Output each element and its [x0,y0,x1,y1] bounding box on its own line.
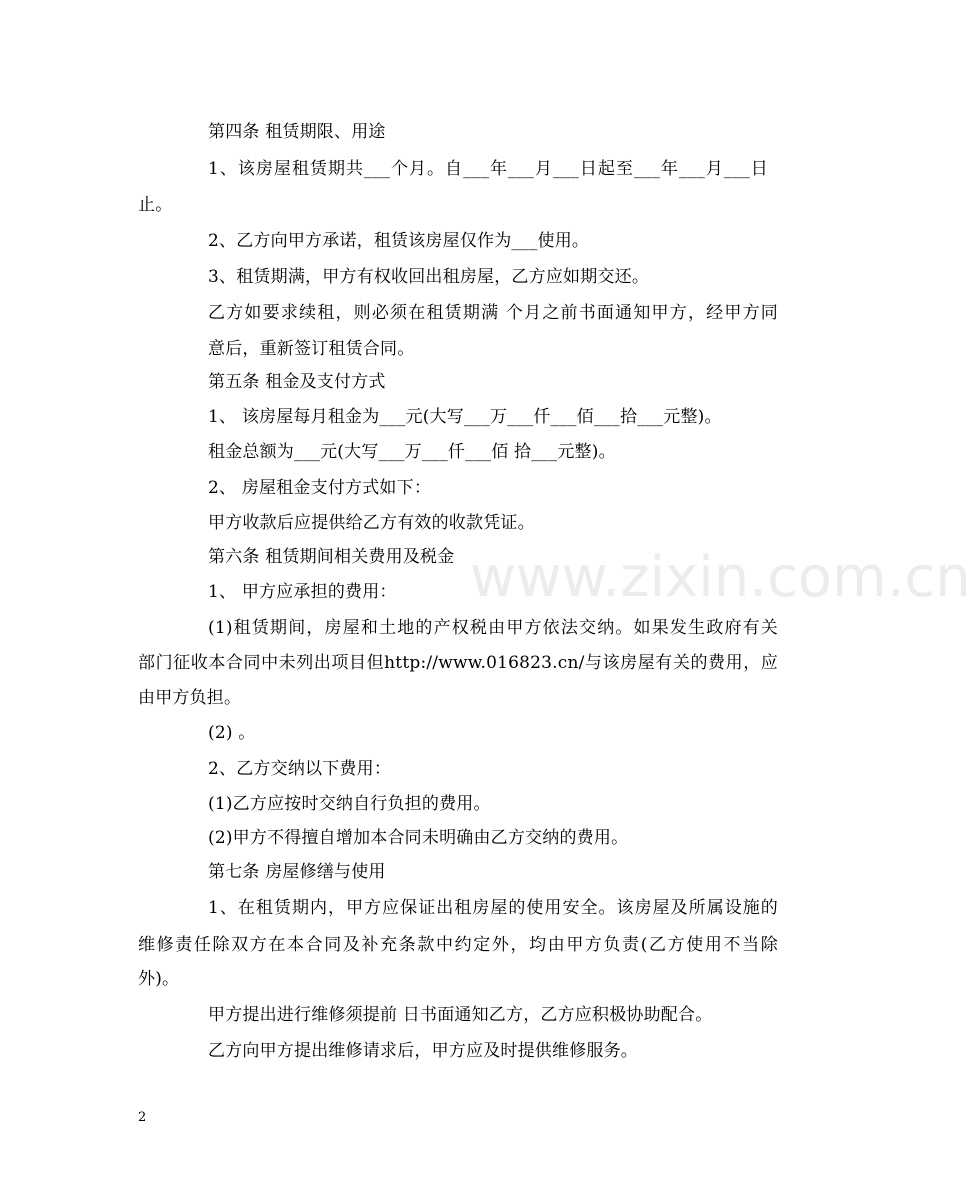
article-4-clause-2: 2、乙方向甲方承诺，租赁该房屋仅作为___使用。 [208,231,590,251]
article-7-clause-1-cont: 维修责任除双方在本合同及补充条款中约定外，均由甲方负责(乙方使用不当除 [138,935,778,955]
article-5-heading: 第五条 租金及支付方式 [208,372,386,392]
article-4-clause-1: 1、该房屋租赁期共___个月。自___年___月___日起至___年___月___日 [208,159,768,179]
article-7-heading: 第七条 房屋修缮与使用 [208,862,386,882]
article-6-clause-2-item-1: (1)乙方应按时交纳自行负担的费用。 [208,794,491,814]
article-4-heading: 第四条 租赁期限、用途 [208,122,386,142]
article-4-clause-3: 3、租赁期满，甲方有权收回出租房屋，乙方应如期交还。 [208,267,650,287]
watermark: www.zixin.com.cn [470,545,971,610]
article-5-total-rent: 租金总额为___元(大写___万___仟___佰 拾___元整)。 [208,442,616,462]
article-7-clause-1-end: 外)。 [138,969,180,989]
article-6-item-1-end: 由甲方负担。 [138,688,242,708]
article-6-heading: 第六条 租赁期间相关费用及税金 [208,547,455,567]
article-7-clause-1: 1、在租赁期内，甲方应保证出租房屋的使用安全。该房屋及所属设施的 [208,898,778,918]
article-6-clause-1: 1、 甲方应承担的费用： [208,582,397,602]
article-6-clause-2: 2、乙方交纳以下费用： [208,759,392,779]
article-4-renewal: 乙方如要求续租，则必须在租赁期满 个月之前书面通知甲方，经甲方同 [208,303,778,323]
page-number: 2 [138,1110,147,1125]
article-7-notice: 甲方提出进行维修须提前 日书面通知乙方，乙方应积极协助配合。 [208,1005,713,1025]
article-5-receipt: 甲方收款后应提供给乙方有效的收款凭证。 [208,513,535,533]
article-6-item-2: (2) 。 [208,723,256,743]
article-7-repair-request: 乙方向甲方提出维修请求后，甲方应及时提供维修服务。 [208,1041,638,1061]
article-6-item-1: (1)租赁期间，房屋和土地的产权税由甲方依法交纳。如果发生政府有关 [208,618,778,638]
article-4-renewal-cont: 意后，重新签订租赁合同。 [208,339,415,359]
article-6-item-1-cont: 部门征收本合同中未列出项目但http://www.016823.cn/与该房屋有关的费用，应 [138,653,778,673]
article-4-clause-1-cont: 止。 [138,195,173,215]
article-5-clause-1: 1、 该房屋每月租金为___元(大写___万___仟___佰___拾___元整)。 [208,407,722,427]
article-5-clause-2: 2、 房屋租金支付方式如下： [208,478,432,498]
article-6-clause-2-item-2: (2)甲方不得擅自增加本合同未明确由乙方交纳的费用。 [208,828,629,848]
